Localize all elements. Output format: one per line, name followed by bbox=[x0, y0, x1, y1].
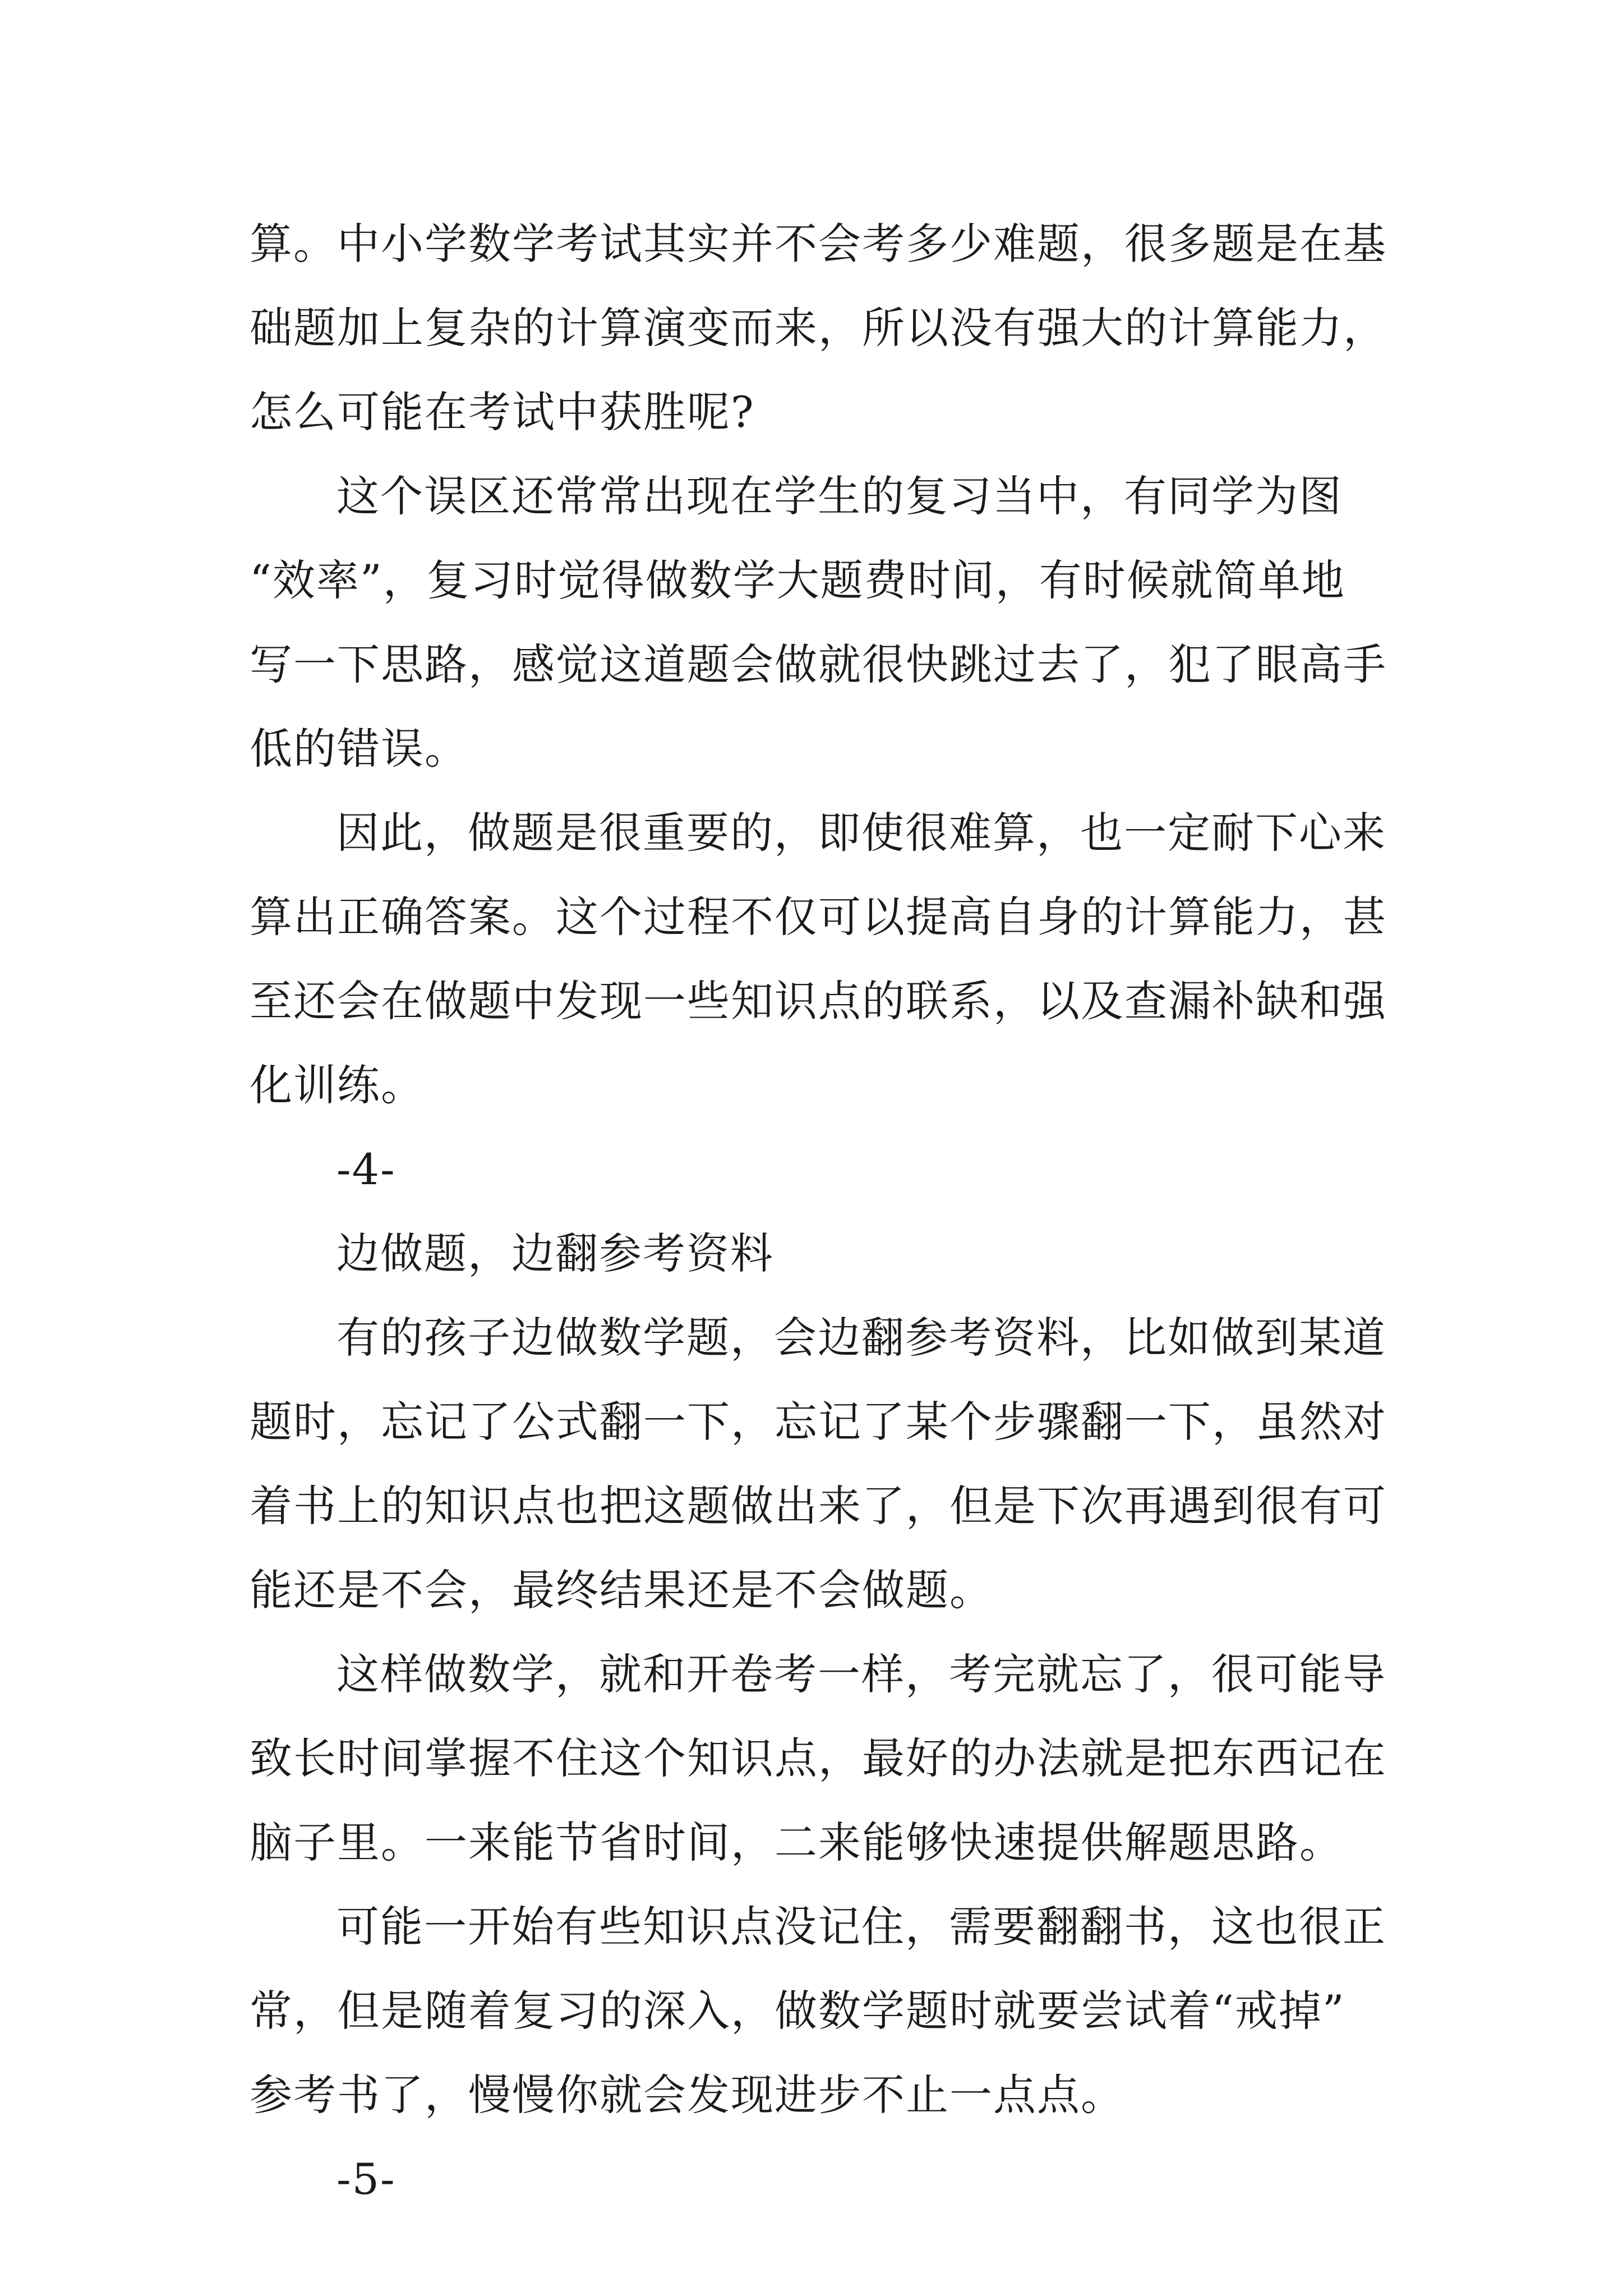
text-line: 能还是不会，最终结果还是不会做题。 bbox=[250, 1565, 993, 1615]
text-line: 可能一开始有些知识点没记住，需要翻翻书，这也很正 bbox=[336, 1902, 1386, 1952]
text-line: 化训练。 bbox=[250, 1060, 425, 1110]
text-line: 有的孩子边做数学题，会边翻参考资料，比如做到某道 bbox=[336, 1313, 1386, 1363]
text-line: 着书上的知识点也把这题做出来了，但是下次再遇到很有可 bbox=[250, 1481, 1387, 1531]
text-line: 这样做数学，就和开卷考一样，考完就忘了，很可能导 bbox=[336, 1649, 1386, 1699]
text-line: 写一下思路，感觉这道题会做就很快跳过去了，犯了眼高手 bbox=[250, 639, 1387, 689]
text-line: 这个误区还常常出现在学生的复习当中，有同学为图 bbox=[336, 471, 1343, 521]
text-line: 致长时间掌握不住这个知识点，最好的办法就是把东西记在 bbox=[250, 1733, 1387, 1783]
text-line: 常，但是随着复习的深入，做数学题时就要尝试着“戒掉” bbox=[250, 1986, 1345, 2036]
text-line: 算。中小学数学考试其实并不会考多少难题，很多题是在基 bbox=[250, 219, 1387, 269]
text-line: 怎么可能在考试中获胜呢? bbox=[250, 387, 755, 437]
text-line: 至还会在做题中发现一些知识点的联系，以及查漏补缺和强 bbox=[250, 976, 1387, 1026]
text-line: 参考书了，慢慢你就会发现进步不止一点点。 bbox=[250, 2070, 1124, 2120]
text-line: 低的错误。 bbox=[250, 724, 468, 774]
section-number: -5- bbox=[336, 2154, 396, 2204]
text-line: 脑子里。一来能节省时间，二来能够快速提供解题思路。 bbox=[250, 1818, 1343, 1867]
text-line: 础题加上复杂的计算演变而来，所以没有强大的计算能力， bbox=[250, 303, 1387, 353]
text-line: 题时，忘记了公式翻一下，忘记了某个步骤翻一下，虽然对 bbox=[250, 1397, 1387, 1447]
section-heading: 边做题，边翻参考资料 bbox=[336, 1228, 774, 1278]
section-number: -4- bbox=[336, 1144, 396, 1194]
text-line: “效率”，复习时觉得做数学大题费时间，有时候就简单地 bbox=[250, 555, 1345, 605]
text-line: 因此，做题是很重要的，即使很难算，也一定耐下心来 bbox=[336, 808, 1386, 858]
text-line: 算出正确答案。这个过程不仅可以提高自身的计算能力，甚 bbox=[250, 892, 1387, 942]
